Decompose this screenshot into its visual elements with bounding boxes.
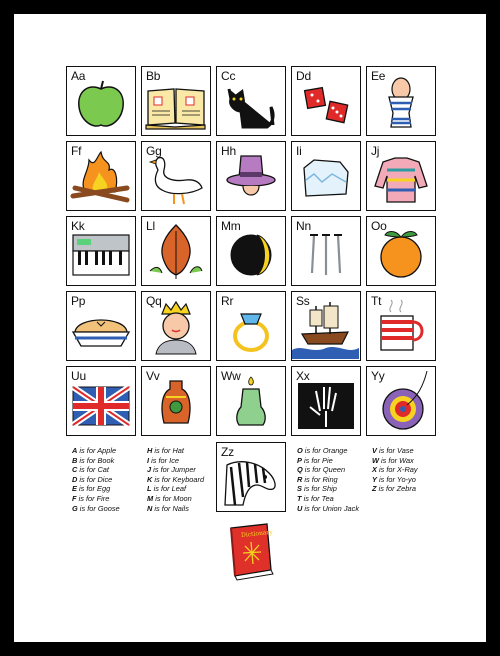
tile-label: Cc (221, 69, 236, 83)
tile-label: Gg (146, 144, 162, 158)
tile-label: Jj (371, 144, 380, 158)
tile-label: Xx (296, 369, 310, 383)
tile-label: Rr (221, 294, 234, 308)
leaf-icon (142, 217, 209, 284)
moon-icon (217, 217, 284, 284)
legend-row: J is for Jumper (147, 465, 196, 475)
legend-row: H is for Hat (147, 446, 184, 455)
orange-icon (367, 217, 434, 284)
jumper-icon (367, 142, 434, 209)
legend-column-1 (72, 446, 120, 513)
book-icon (142, 67, 209, 134)
tile-t (366, 291, 436, 361)
legend-row: C is for Cat (72, 465, 109, 475)
union-jack-icon (67, 367, 134, 434)
tile-label: Hh (221, 144, 236, 158)
legend-column-3 (297, 446, 359, 513)
legend-row: X is for X-Ray (372, 465, 418, 475)
tile-m (216, 216, 286, 286)
tile-o (366, 216, 436, 286)
legend-column-2 (147, 446, 204, 513)
fire-icon (67, 142, 134, 209)
tile-label: Oo (371, 219, 387, 233)
tile-label: Ww (221, 369, 241, 383)
dictionary-icon (223, 522, 277, 584)
tile-z (216, 442, 286, 512)
egg-icon (367, 67, 434, 134)
legend-row: S is for Ship (297, 484, 337, 494)
tile-label: Zz (221, 445, 234, 459)
legend-row: R is for Ring (297, 474, 338, 484)
tile-n (291, 216, 361, 286)
tile-r (216, 291, 286, 361)
tile-label: Ee (371, 69, 386, 83)
tile-c (216, 66, 286, 136)
legend-row: A is for Apple (72, 446, 117, 455)
legend-row: U is for Union Jack (297, 503, 360, 513)
legend-column-4 (372, 446, 418, 494)
queen-icon (142, 292, 209, 359)
tile-p (66, 291, 136, 361)
poster (14, 14, 486, 642)
tile-label: Ll (146, 219, 155, 233)
tile-label: Ii (296, 144, 302, 158)
x-ray-icon (292, 367, 359, 434)
legend-row: Q is for Queen (297, 465, 346, 475)
tile-x (291, 366, 361, 436)
tile-label: Pp (71, 294, 86, 308)
legend-row: T is for Tea (297, 493, 334, 503)
zebra-icon (217, 443, 284, 510)
legend-row: V is for Vase (372, 446, 414, 455)
tile-u (66, 366, 136, 436)
tile-label: Ss (296, 294, 310, 308)
tile-e (366, 66, 436, 136)
ice-icon (292, 142, 359, 209)
tile-w (216, 366, 286, 436)
tile-label: Qq (146, 294, 162, 308)
pie-icon (67, 292, 134, 359)
tile-label: Kk (71, 219, 85, 233)
tile-j (366, 141, 436, 211)
apple-icon (67, 67, 134, 134)
legend-row: P is for Pie (297, 455, 333, 465)
tile-f (66, 141, 136, 211)
ship-icon (292, 292, 359, 359)
dictionary-label: Dictionary (240, 528, 274, 540)
tile-l (141, 216, 211, 286)
legend-row: E is for Egg (72, 484, 111, 494)
vase-icon (142, 367, 209, 434)
legend-row: L is for Leaf (147, 484, 187, 494)
tile-label: Dd (296, 69, 311, 83)
tile-s (291, 291, 361, 361)
tile-label: Yy (371, 369, 385, 383)
tile-label: Vv (146, 369, 160, 383)
tile-d (291, 66, 361, 136)
legend-row: B is for Book (72, 455, 115, 465)
legend-row: D is for Dice (72, 474, 113, 484)
legend-row: W is for Wax (372, 455, 414, 465)
tile-a (66, 66, 136, 136)
ring-icon (217, 292, 284, 359)
goose-icon (142, 142, 209, 209)
tile-label: Uu (71, 369, 86, 383)
dice-icon (292, 67, 359, 134)
nails-icon (292, 217, 359, 284)
legend-row: Z is for Zebra (372, 484, 416, 494)
tile-i (291, 141, 361, 211)
legend-row: Y is for Yo-yo (372, 474, 416, 484)
tile-label: Ff (71, 144, 82, 158)
wax-icon (217, 367, 284, 434)
legend-row: I is for Ice (147, 455, 180, 465)
tile-label: Nn (296, 219, 311, 233)
cat-icon (217, 67, 284, 134)
legend-row: N is for Nails (147, 503, 189, 513)
tile-y (366, 366, 436, 436)
legend-row: O is for Orange (297, 446, 348, 455)
legend-row: M is for Moon (147, 493, 192, 503)
tile-label: Aa (71, 69, 86, 83)
tile-k (66, 216, 136, 286)
tile-v (141, 366, 211, 436)
legend-row: F is for Fire (72, 493, 110, 503)
keyboard-icon (67, 217, 134, 284)
legend-row: K is for Keyboard (147, 474, 205, 484)
tile-g (141, 141, 211, 211)
tile-label: Bb (146, 69, 161, 83)
tile-label: Mm (221, 219, 241, 233)
yo-yo-icon (367, 367, 434, 434)
legend-row: G is for Goose (72, 503, 120, 513)
tile-b (141, 66, 211, 136)
hat-icon (217, 142, 284, 209)
tea-icon (367, 292, 434, 359)
tile-label: Tt (371, 294, 382, 308)
tile-q (141, 291, 211, 361)
tile-h (216, 141, 286, 211)
